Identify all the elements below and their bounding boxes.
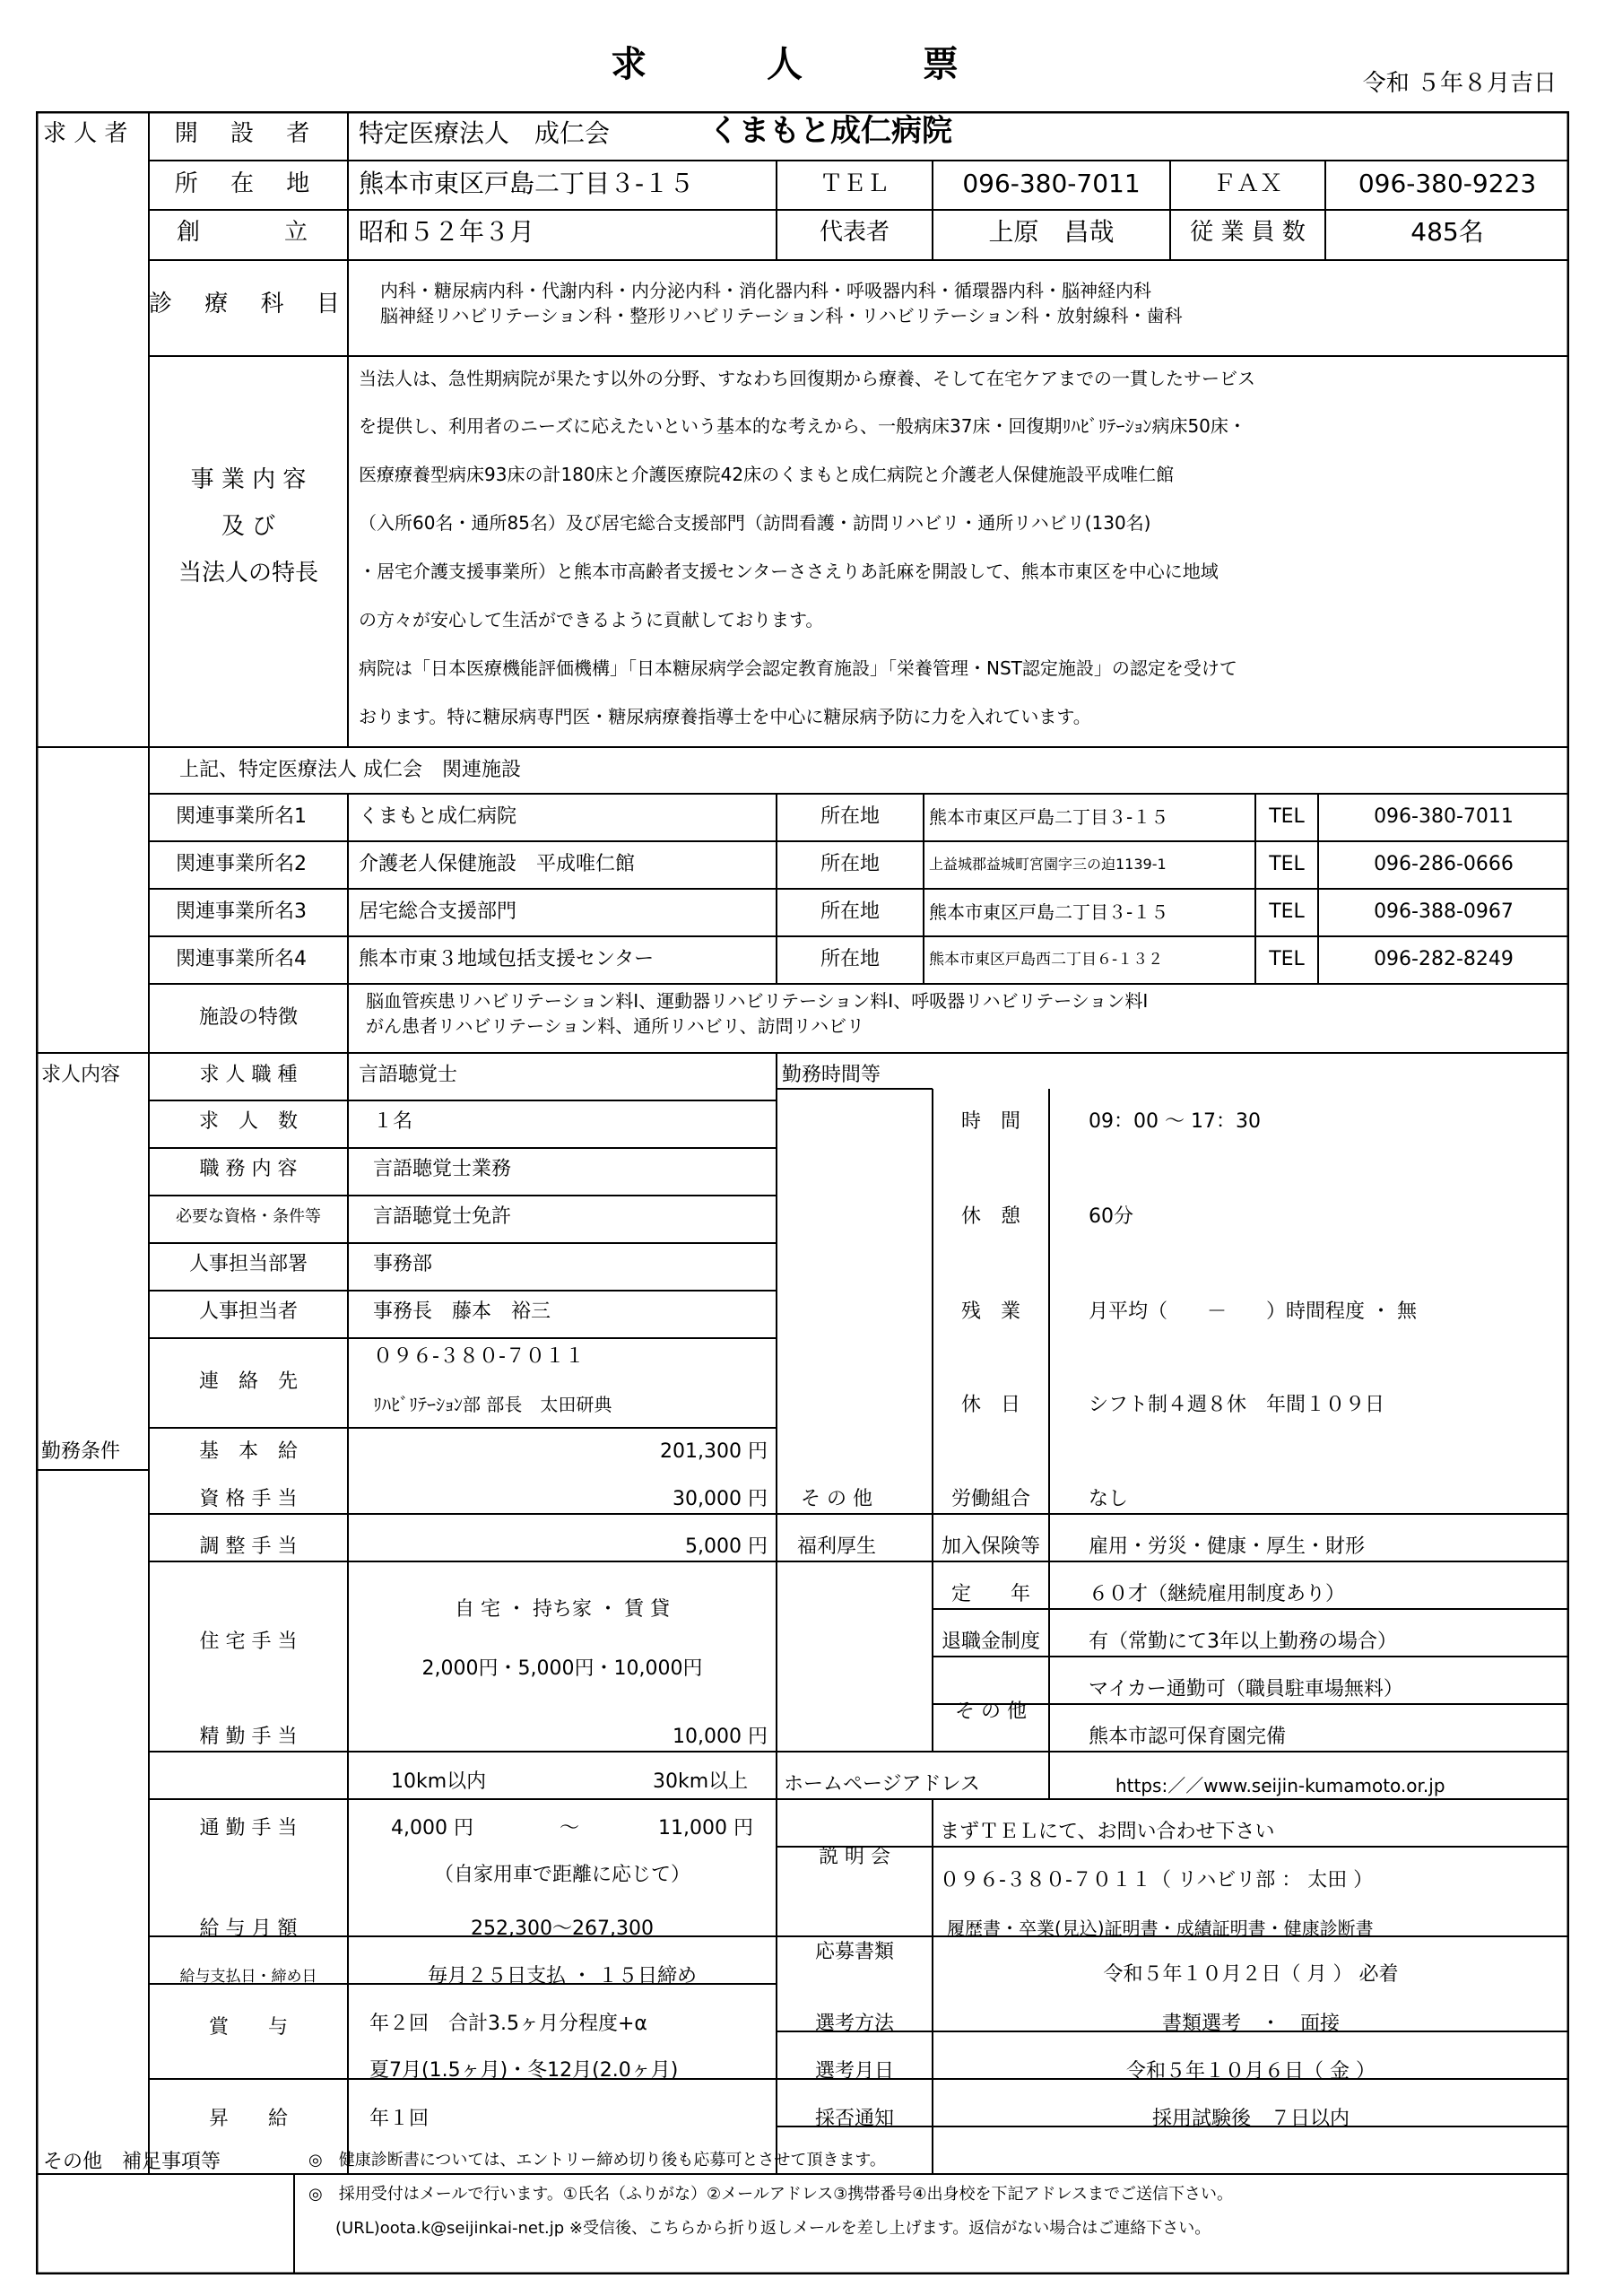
qual-allow-value: 30,000 円	[673, 1488, 768, 1510]
overtime-label: 残 業	[960, 1300, 1020, 1323]
related-tel-label: TEL	[1269, 948, 1305, 970]
staff-value: 485名	[1410, 217, 1484, 247]
docs-line-2: 令和５年１０月２日（ 月 ） 必着	[1103, 1963, 1399, 1986]
feature-line-2: がん患者リハビリテーション料、通所リハビリ、訪問リハビリ	[366, 1015, 864, 1037]
insurance-label: 加入保険等	[941, 1535, 1040, 1558]
dept-line-2: 脳神経リハビリテーション科・整形リハビリテーション科・リハビリテーション科・放射線科・歯科	[380, 305, 1183, 326]
founded-label: 創 立	[176, 219, 320, 246]
hr-person-label: 人事担当者	[198, 1300, 298, 1323]
job-duty: 言語聴覚士業務	[373, 1158, 512, 1180]
commute-min: 4,000 円	[391, 1817, 473, 1839]
related-addr: 熊本市東区戸島二丁目３-１５	[929, 806, 1169, 828]
related-tel-label: TEL	[1269, 900, 1305, 923]
brief-line-2: ０９６-３８０-７０１１（ リハビリ部 ： 太田 ）	[940, 1869, 1374, 1892]
related-tel-label: TEL	[1269, 805, 1305, 828]
notes-line-3: (URL)oota.k@seijinkai-net.jp ※受信後、こちらから折り返しメールを差し上げます。返信がない場合はご連絡下さい。	[335, 2219, 1211, 2238]
adj-allow-label: 調 整 手 当	[199, 1535, 298, 1558]
break-value: 60分	[1089, 1205, 1133, 1228]
biz-label-2: 及 び	[221, 513, 276, 540]
dept-line-1: 内科・糖尿病内科・代謝内科・内分泌内科・消化器内科・呼吸器内科・循環器内科・脳神経内科	[380, 280, 1151, 301]
biz-label-1: 事 業 内 容	[190, 466, 307, 493]
related-tel-label: TEL	[1269, 853, 1305, 875]
payday-value: 毎月２５日支払 ・ １５日締め	[428, 1965, 697, 1987]
pension-label: 退職金制度	[941, 1631, 1040, 1653]
related-tel: 096-380-7011	[1374, 805, 1514, 828]
payday-label: 給与支払日・締め日	[179, 1968, 317, 1986]
commute-max-label: 30km以上	[653, 1770, 749, 1793]
dept-label: 診 療 科 目	[149, 291, 352, 317]
bonus-line-2: 夏7月(1.5ヶ月)・冬12月(2.0ヶ月)	[369, 2059, 679, 2082]
commute-label: 通 勤 手 当	[199, 1817, 298, 1839]
commute-min-label: 10km以内	[391, 1770, 487, 1793]
related-tel: 096-286-0666	[1374, 853, 1514, 875]
feature-label: 施設の特徴	[198, 1006, 298, 1029]
related-label: 関連事業所名1	[176, 805, 307, 828]
issue-date: 令和 ５年８月吉日	[1362, 70, 1557, 97]
method-value: 書類選考 ・ 面接	[1161, 2013, 1340, 2035]
biz-line: を提供し、利用者のニーズに応えたいという基本的な考えから、一般病床37床・回復期ﾘﾊﾋﾞﾘﾃｰｼｮﾝ病床50床・	[359, 415, 1246, 437]
related-loc-label: 所在地	[820, 900, 880, 923]
contact-person: ﾘﾊﾋﾞﾘﾃｰｼｮﾝ部 部長 太田研典	[373, 1394, 612, 1415]
contact-label: 連 絡 先	[198, 1370, 298, 1393]
biz-line: の方々が安心して生活ができるように貢献しております。	[359, 609, 824, 631]
method-label: 選考方法	[814, 2013, 894, 2035]
job-count: １名	[373, 1110, 413, 1133]
base-label: 基 本 給	[198, 1440, 298, 1463]
rep-label: 代表者	[819, 219, 890, 246]
tel-label: ＴＥＬ	[819, 170, 890, 197]
related-loc-label: 所在地	[820, 853, 880, 875]
base-value: 201,300 円	[660, 1440, 768, 1463]
welfare-other-line-1: マイカー通勤可（職員駐車場無料）	[1089, 1678, 1403, 1700]
related-tel: 096-388-0967	[1374, 900, 1514, 923]
job-count-label: 求 人 数	[198, 1110, 298, 1133]
house-line-1: 自 宅 ・ 持ち家 ・ 賃 貸	[455, 1598, 670, 1621]
page-title: 求 人 票	[611, 44, 1012, 85]
related-addr: 熊本市東区戸島西二丁目６-１３２	[929, 951, 1164, 969]
docs-label: 応募書類	[814, 1941, 894, 1963]
pension-value: 有（常勤にて3年以上勤務の場合）	[1089, 1631, 1397, 1653]
address-value: 熊本市東区戸島二丁目３-１５	[359, 169, 695, 198]
commute-note: （自家用車で距離に応じて）	[433, 1864, 690, 1886]
related-name: 熊本市東３地域包括支援センター	[359, 948, 655, 970]
biz-line: ・居宅介護支援事業所）と熊本市高齢者支援センターささえりあ託麻を開設して、熊本市東区を中心に地域	[359, 561, 1219, 582]
raise-label: 昇 給	[208, 2108, 288, 2130]
monthly-value: 252,300～267,300	[471, 1918, 654, 1940]
notice-label: 採否通知	[814, 2108, 894, 2130]
related-tel: 096-282-8249	[1374, 948, 1514, 970]
holiday-value: シフト制４週８休 年間１０９日	[1089, 1394, 1385, 1416]
union-value: なし	[1089, 1488, 1129, 1510]
job-duty-label: 職 務 内 容	[199, 1158, 298, 1180]
job-qual-label: 必要な資格・条件等	[176, 1207, 321, 1226]
select-date-value: 令和５年１０月６日（ 金 ）	[1126, 2060, 1376, 2083]
retire-label: 定 年	[950, 1583, 1030, 1605]
section-job: 求人内容	[41, 1064, 121, 1086]
feature-line-1: 脳血管疾患リハビリテーション料Ⅰ、運動器リハビリテーション料Ⅰ、呼吸器リハビリテーション料Ⅰ	[366, 990, 1149, 1012]
notes-label: その他 補足事項等	[43, 2151, 221, 2173]
house-label: 住 宅 手 当	[199, 1631, 298, 1653]
retire-value: ６０才（継続雇用制度あり）	[1089, 1583, 1346, 1605]
biz-line: 病院は「日本医療機能評価機構」「日本糖尿病学会認定教育施設」「栄養管理・NST認定施設」の認定を受けて	[359, 657, 1237, 679]
hp-label: ホームページアドレス	[784, 1773, 980, 1796]
job-type-label: 求 人 職 種	[199, 1064, 298, 1086]
brief-line-1: まずＴＥＬにて、お問い合わせ下さい	[940, 1821, 1275, 1843]
attend-value: 10,000 円	[673, 1726, 768, 1748]
hours-label: 勤務時間等	[782, 1064, 881, 1086]
contact-tel: ０９６-３８０-７０１１	[373, 1345, 585, 1368]
job-type: 言語聴覚士	[359, 1064, 458, 1086]
related-name: 介護老人保健施設 平成唯仁館	[359, 853, 636, 875]
section-employer: 求 人 者	[43, 120, 128, 147]
biz-line: 当法人は、急性期病院が果たす以外の分野、すなわち回復期から療養、そして在宅ケアまでの一貫したサービス	[359, 368, 1255, 389]
related-addr: 熊本市東区戸島二丁目３-１５	[929, 901, 1169, 923]
hr-dept: 事務部	[373, 1253, 433, 1275]
founded-value: 昭和５２年３月	[359, 217, 535, 247]
staff-label: 従 業 員 数	[1190, 219, 1306, 246]
related-addr: 上益城郡益城町宮園字三の迫1139-1	[929, 856, 1167, 873]
break-label: 休 憩	[960, 1205, 1020, 1228]
biz-line: おります。特に糖尿病専門医・糖尿病療養指導士を中心に糖尿病予防に力を入れています。	[359, 706, 1091, 727]
fax-value: 096-380-9223	[1358, 169, 1537, 198]
holiday-label: 休 日	[960, 1394, 1020, 1416]
time-label: 時 間	[960, 1110, 1020, 1133]
related-label: 関連事業所名2	[176, 853, 307, 875]
insurance-value: 雇用・労災・健康・厚生・財形	[1089, 1535, 1366, 1558]
commute-tilde: ～	[560, 1817, 580, 1839]
notice-value: 採用試験後 ７日以内	[1151, 2108, 1350, 2130]
qual-allow-label: 資 格 手 当	[199, 1488, 298, 1510]
bonus-label: 賞 与	[208, 2016, 288, 2039]
related-loc-label: 所在地	[820, 948, 880, 970]
related-loc-label: 所在地	[820, 805, 880, 828]
founder-name: くまもと成仁病院	[708, 113, 952, 149]
hr-dept-label: 人事担当部署	[188, 1253, 308, 1275]
tel-value: 096-380-7011	[962, 169, 1141, 198]
welfare-other-line-2: 熊本市認可保育園完備	[1089, 1726, 1287, 1748]
welfare-label-2: 福利厚生	[796, 1535, 876, 1558]
notes-line-1: ◎ 健康診断書については、エントリー締め切り後も応募可とさせて頂きます。	[308, 2151, 886, 2170]
section-conditions: 勤務条件	[41, 1440, 121, 1463]
raise-value: 年１回	[369, 2108, 430, 2130]
time-value: 09：00 ～ 17：30	[1089, 1110, 1261, 1133]
monthly-label: 給 与 月 額	[199, 1918, 298, 1940]
related-name: くまもと成仁病院	[359, 805, 517, 828]
bonus-line-1: 年２回 合計3.5ヶ月分程度+α	[369, 2013, 647, 2035]
select-date-label: 選考月日	[814, 2060, 894, 2083]
docs-line-1: 履歴書・卒業(見込)証明書・成績証明書・健康診断書	[947, 1918, 1374, 1939]
biz-line: 医療療養型病床93床の計180床と介護医療院42床のくまもと成仁病院と介護老人保健施設平成唯仁館	[359, 464, 1175, 485]
welfare-label-1: そ の 他	[801, 1488, 872, 1510]
related-heading: 上記、特定医療法人 成仁会 関連施設	[179, 759, 521, 781]
brief-label: 説 明 会	[819, 1846, 890, 1868]
job-qual: 言語聴覚士免許	[373, 1205, 512, 1228]
address-label: 所 在 地	[174, 170, 323, 197]
commute-max: 11,000 円	[658, 1817, 753, 1839]
biz-label-3: 当法人の特長	[178, 560, 318, 587]
adj-allow-value: 5,000 円	[685, 1535, 768, 1558]
welfare-other-label: そ の 他	[955, 1700, 1027, 1723]
house-line-2: 2,000円・5,000円・10,000円	[421, 1657, 703, 1680]
founder-corp: 特定医療法人 成仁会	[359, 118, 611, 148]
founder-label: 開 設 者	[174, 120, 323, 147]
notes-line-2: ◎ 採用受付はメールで行います。①氏名（ふりがな）②メールアドレス③携帯番号④出身校を下記アドレスまでご送信下さい。	[308, 2185, 1234, 2204]
union-label: 労働組合	[950, 1488, 1030, 1510]
rep-value: 上原 昌哉	[988, 217, 1115, 247]
related-label: 関連事業所名3	[176, 900, 307, 923]
attend-label: 精 勤 手 当	[199, 1726, 298, 1748]
overtime-value: 月平均（ － ）時間程度 ・ 無	[1089, 1300, 1417, 1323]
fax-label: ＦＡＸ	[1212, 170, 1283, 197]
hr-person: 事務長 藤本 裕三	[373, 1300, 551, 1323]
biz-line: （入所60名・通所85名）及び居宅総合支援部門（訪問看護・訪問リハビリ・通所リハビリ(130名)	[359, 512, 1151, 534]
hp-url[interactable]: https:／／www.seijin-kumamoto.or.jp	[1115, 1775, 1445, 1796]
related-label: 関連事業所名4	[176, 948, 307, 970]
related-name: 居宅総合支援部門	[359, 900, 517, 923]
